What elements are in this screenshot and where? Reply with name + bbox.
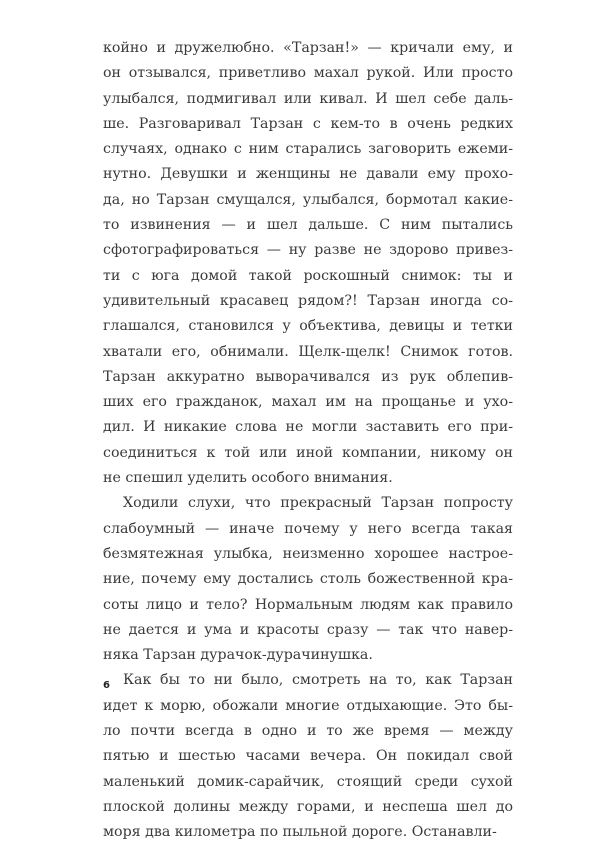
text-line: не спешил уделить особого внимания. [103,470,393,487]
text-line: сфотографироваться — ну разве не здорово привез- [103,242,513,259]
text-line: то извинения — и шел дальше. С ним пытались [103,217,513,234]
text-line: ние, почему ему достались столь божественной кра- [103,571,513,588]
body-text [103,36,513,846]
text-line: Как бы то ни было, смотреть на то, как Тарзан [123,672,513,689]
text-line: да, но Тарзан смущался, улыбался, бормотал какие- [103,191,513,208]
text-line: ло почти всегда в одно и то же время — между [103,723,513,740]
text-line: слабоумный — иначе почему у него всегда такая [103,520,513,537]
text-line: моря два километра по пыльной дороге. Останавли- [103,824,497,841]
text-line: нутно. Девушки и женщины не давали ему прохо- [103,166,513,183]
text-line: соединиться к той или иной компании, никому он [103,444,513,461]
paragraph [103,36,513,491]
text-line: плоской долины между горами, и неспеша шел до [103,798,513,815]
text-line: случаях, однако с ним старались заговорить ежеми- [103,141,513,158]
text-line: улыбался, подмигивал или кивал. И шел себе даль- [103,90,513,107]
text-line: маленький домик-сарайчик, стоящий среди сухой [103,773,513,790]
paragraph [103,491,513,668]
text-line: ших его гражданок, махал им на прощанье и ухо- [103,394,513,411]
text-line: не дается и ума и красоты сразу — так что навер- [103,621,513,638]
text-line: няка Тарзан дурачок-дурачинушка. [103,647,373,664]
text-line: ти с юга домой такой роскошный снимок: ты и [103,267,513,284]
text-line: соты лицо и тело? Нормальным людям как правило [103,596,513,613]
text-line: дил. И никакие слова не могли заставить его при- [103,419,513,436]
paragraph [103,668,513,845]
text-line: он отзывался, приветливо махал рукой. Или просто [103,65,513,82]
text-line: Ходили слухи, что прекрасный Тарзан попросту [123,495,513,512]
text-line: глашался, становился у объектива, девицы и тетки [103,318,513,335]
text-line: хватали его, обнимали. Щелк-щелк! Снимок готов. [103,343,513,360]
page-number: 6 [103,680,110,691]
text-line: койно и дружелюбно. «Тарзан!» — кричали ему, и [103,40,513,56]
text-line: безмятежная улыбка, неизменно хорошее настрое- [103,545,513,562]
text-line: пятью и шестью часами вечера. Он покидал свой [103,748,513,765]
text-line: удивительный красавец рядом?! Тарзан иногда со- [103,292,513,309]
text-line: Тарзан аккуратно выворачивался из рук облепив- [103,368,513,385]
text-line: идет к морю, обожали многие отдыхающие. Это бы- [103,697,513,714]
text-line: ше. Разговаривал Тарзан с кем-то в очень редких [103,115,513,132]
